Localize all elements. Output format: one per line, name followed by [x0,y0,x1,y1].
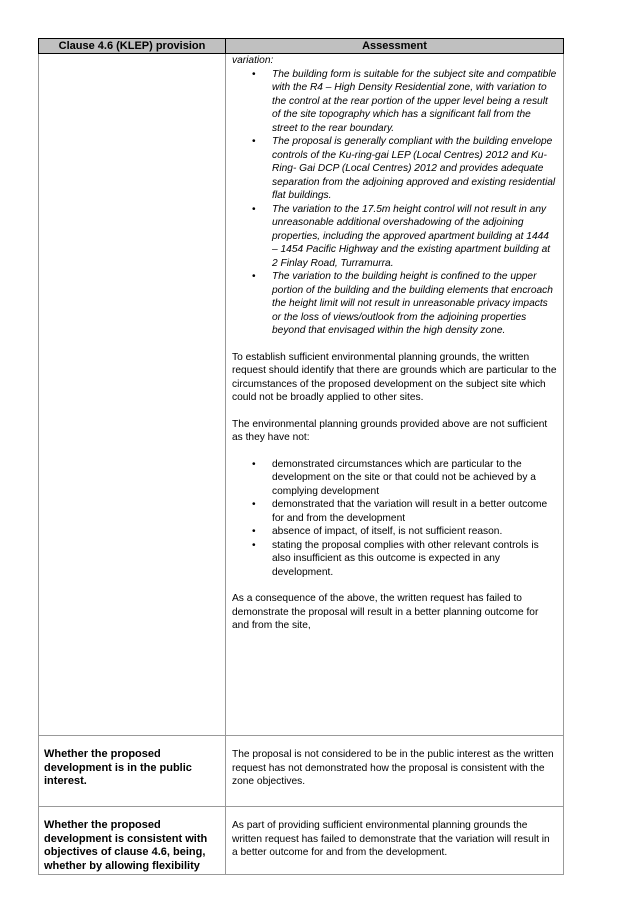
paragraph: The environmental planning grounds provided above are not sufficient as they have not: [232,418,548,443]
paragraph: As part of providing sufficient environmental planning grounds the written request has failed to demonstrate that the variation will result in a better outcome for and from the development. [232,820,550,858]
variation-bullet-list [232,68,557,338]
provision-cell [39,54,226,736]
list-item: • demonstrated circumstances which are particular to the development on the site or that could not be achieved by a complying development [252,458,536,497]
bullet-icon: • [252,539,256,551]
list-item: • demonstrated that the variation will result in a better outcome for and from the development [252,499,548,524]
bullet-icon: • [252,203,256,215]
intro-text: variation: [232,55,274,66]
list-item: • absence of impact, of itself, is not sufficient reason. [252,526,503,537]
list-item: • The proposal is generally compliant with the building envelope controls of the Ku-ring-gai LEP (Local Centres) 2012 and Ku-Ring- Gai DCP (Local Centres) 2012 and provides adequate separation from the adjoining approved and existing residential flat buildings. [252,136,556,201]
list-item: • The building form is suitable for the subject site and compatible with the R4 – High Density Residential zone, with variation to the control at the rear portion of the upper level being a result of the site topography which has a significant fall from the street to the rear boundary. [252,68,557,134]
column-header-provision: Clause 4.6 (KLEP) provision [39,39,226,54]
assessment-cell [226,807,564,875]
bullet-icon: • [252,526,256,537]
table-row [39,54,564,736]
assessment-cell [226,736,564,807]
column-header-assessment: Assessment [226,39,564,54]
assessment-cell [226,54,564,736]
provision-label: Whether the proposed development is consistent with objectives of clause 4.6, being, whether by allowing flexibility [44,819,208,872]
list-item: • stating the proposal complies with other relevant controls is also insufficient as this outcome is expected in any development. [252,539,539,578]
bullet-icon: • [252,499,256,510]
provision-cell [39,736,226,807]
list-item: • The variation to the 17.5m height control will not result in any unreasonable additional overshadowing of the adjoining properties, including the approved apartment building at 1444 – 1454 Pacific Highway and the existing apartment building at 2 Finlay Road, Turramurra. [252,203,551,269]
bullet-icon: • [252,458,256,470]
bullet-icon: • [252,68,256,80]
paragraph: To establish sufficient environmental planning grounds, the written request should identify that there are grounds which are particular to the circumstances of the proposed development on the subject site which could not be broadly applied to other sites. [232,351,557,403]
table-row [39,807,564,875]
paragraph: As a consequence of the above, the written request has failed to demonstrate the proposal will result in a better planning outcome for and from the site, [232,593,539,631]
provision-label: Whether the proposed development is in the public interest. [44,748,192,787]
provision-cell [39,807,226,875]
bullet-icon: • [252,271,256,282]
table-row [39,736,564,807]
grounds-bullet-list [232,458,557,580]
paragraph: The proposal is not considered to be in the public interest as the written request has not demonstrated how the proposal is consistent with the zone objectives. [232,749,554,787]
bullet-icon: • [252,136,256,147]
list-item: • The variation to the building height is confined to the upper portion of the building and the building elements that encroach the height limit will not result in unreasonable privacy impacts or the loss of views/outlook from the adjoining properties beyond that envisaged within the high density zone. [252,271,553,336]
assessment-table [38,38,564,875]
